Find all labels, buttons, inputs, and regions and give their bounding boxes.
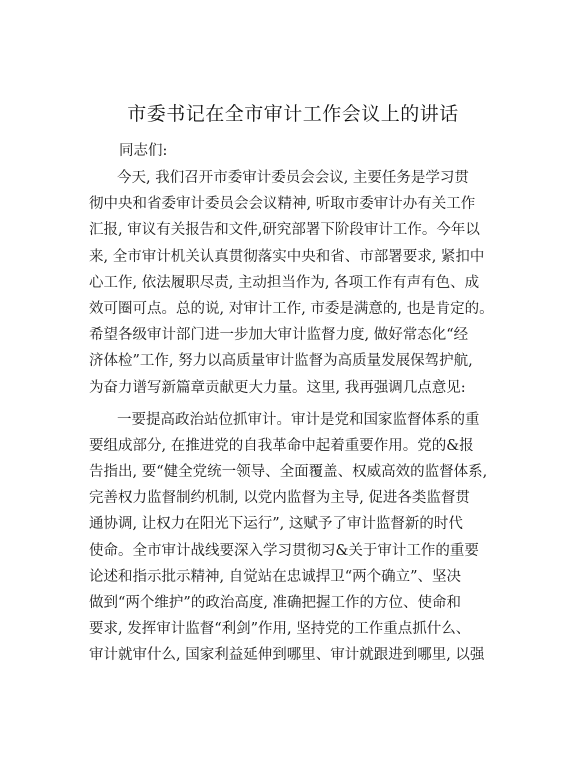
body-line: 效可圈可点。总的说, 对审计工作, 市委是满意的, 也是肯定的。 (89, 300, 494, 317)
body-line: 希望各级审计部门进一步加大审计监督力度, 做好常态化“经 (89, 327, 469, 344)
body-line: 汇报, 审议有关报告和文件,研究部署下阶段审计工作。今年以 (89, 222, 480, 239)
body-line: 济体检”工作, 努力以高质量审计监督为高质量发展保驾护航, (89, 353, 473, 370)
document-title: 市委书记在全市审计工作会议上的讲话 (127, 103, 459, 125)
body-line: 为奋力谱写新篇章贡献更大力量。这里, 我再强调几点意见: (89, 379, 466, 396)
body-line: 做到“两个维护”的政治高度, 准确把握工作的方位、使命和 (89, 595, 462, 611)
body-line: 告指出, 要“健全党统一领导、全面覆盖、权威高效的监督体系, (89, 464, 488, 481)
body-line: 一要提高政治站位抓审计。审计是党和国家监督体系的重 (117, 411, 480, 428)
body-line: 审计就审什么, 国家利益延伸到哪里、审计就跟进到哪里, 以强 (89, 647, 485, 664)
body-line: 通协调, 让权力在阳光下运行”, 这赋予了审计监督新的时代 (89, 516, 463, 533)
body-line: 心工作, 依法履职尽责, 主动担当作为, 各项工作有声有色、成 (89, 274, 480, 291)
body-line: 要求, 发挥审计监督“利剑”作用, 坚持党的工作重点抓什么、 (89, 621, 471, 638)
body-line: 论述和指示批示精神, 自觉站在忠诚捍卫“两个确立”、坚决 (89, 568, 462, 585)
body-line: 使命。全市审计战线要深入学习贯彻习&关于审计工作的重要 (89, 542, 479, 559)
document-body (89, 165, 509, 669)
body-line: 来, 全市审计机关认真贯彻落实中央和省、市部署要求, 紧扣中 (89, 248, 485, 265)
body-line: 要组成部分, 在推进党的自我革命中起着重要作用。党的&报 (89, 437, 474, 454)
body-line: 完善权力监督制约机制, 以党内监督为主导, 促进各类监督贯 (89, 490, 470, 507)
body-line: 彻中央和省委审计委员会会议精神, 听取市委审计办有关工作 (89, 196, 476, 213)
body-line: 今天, 我们召开市委审计委员会会议, 主要任务是学习贯 (117, 170, 469, 186)
salutation: 同志们: (119, 143, 168, 159)
